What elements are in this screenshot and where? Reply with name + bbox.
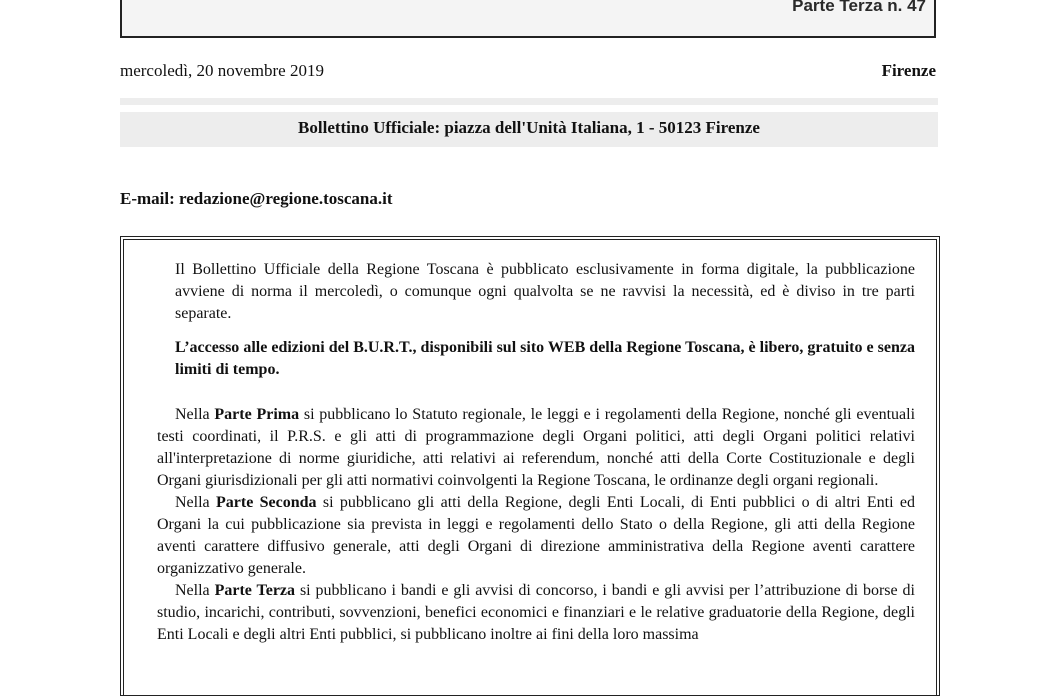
contact-email[interactable]: E-mail: redazione@regione.toscana.it <box>120 189 393 208</box>
parte-seconda-text: si pubblicano gli atti della Regione, degli Enti Locali, di Enti pubblici o di altri Enti ed Organi la cui pubblicazione sia prevista in leggi e regolamenti dello Stato o della Regione, gli atti della Regione aventi carattere diffusivo generale, atti degli Organi di direzione amministrativa della Regione aventi carattere organizzativo generale. <box>157 494 916 577</box>
parte-terza-text: si pubblicano i bandi e gli avvisi di concorso, i bandi e gli avvisi per l’attribuzione di borse di studio, incarichi, contributi, sovvenzioni, benefici economici e finanziari e le relative graduatorie della Regione, degli Enti Locali e degli altri Enti pubblici, si pubblicano inoltre ai fini della loro massima <box>157 582 916 643</box>
parte-prima-title: Parte Prima <box>214 406 300 423</box>
parte-prima-lead: Nella <box>175 406 215 423</box>
header-box <box>120 0 936 38</box>
info-box <box>120 236 940 696</box>
office-address: Bollettino Ufficiale: piazza dell'Unità Italiana, 1 - 50123 Firenze <box>298 118 760 137</box>
parte-terza-lead: Nella <box>175 582 215 599</box>
date-line <box>120 61 936 85</box>
parte-seconda-lead: Nella <box>175 494 216 511</box>
part-label: Parte Terza n. 47 <box>792 0 926 15</box>
parte-seconda-paragraph <box>157 492 915 580</box>
parte-terza-title: Parte Terza <box>214 582 296 599</box>
issue-city: Firenze <box>881 61 936 80</box>
info-text <box>157 259 915 646</box>
parte-prima-paragraph <box>157 404 915 492</box>
parte-prima-text: si pubblicano lo Statuto regionale, le leggi e i regolamenti della Regione, nonché gli eventuali testi coordinati, il P.R.S. e gli atti di programmazione degli Organi politici, atti degli Organi politici relativi all'interpretazione di norme giuridiche, atti relativi ai referendum, nonché atti della Corte Costituzionale e degli Organi giurisdizionali per gli atti normativi coinvolgenti la Regione Toscana, le ordinanze degli organi regionali. <box>157 406 916 489</box>
parte-terza-paragraph <box>157 580 915 646</box>
parte-seconda-title: Parte Seconda <box>216 494 317 511</box>
issue-date: mercoledì, 20 novembre 2019 <box>120 61 324 80</box>
access-paragraph: L’accesso alle edizioni del B.U.R.T., disponibili sul sito WEB della Regione Toscana, è libero, gratuito e senza limiti di tempo. <box>175 339 915 378</box>
intro-paragraph: Il Bollettino Ufficiale della Regione Toscana è pubblicato esclusivamente in forma digitale, la pubblicazione avviene di norma il mercoledì, o comunque ogni qualvolta se ne ravvisi la necessità, ed è diviso in tre parti separate. <box>175 261 915 322</box>
divider-bar <box>120 98 938 105</box>
